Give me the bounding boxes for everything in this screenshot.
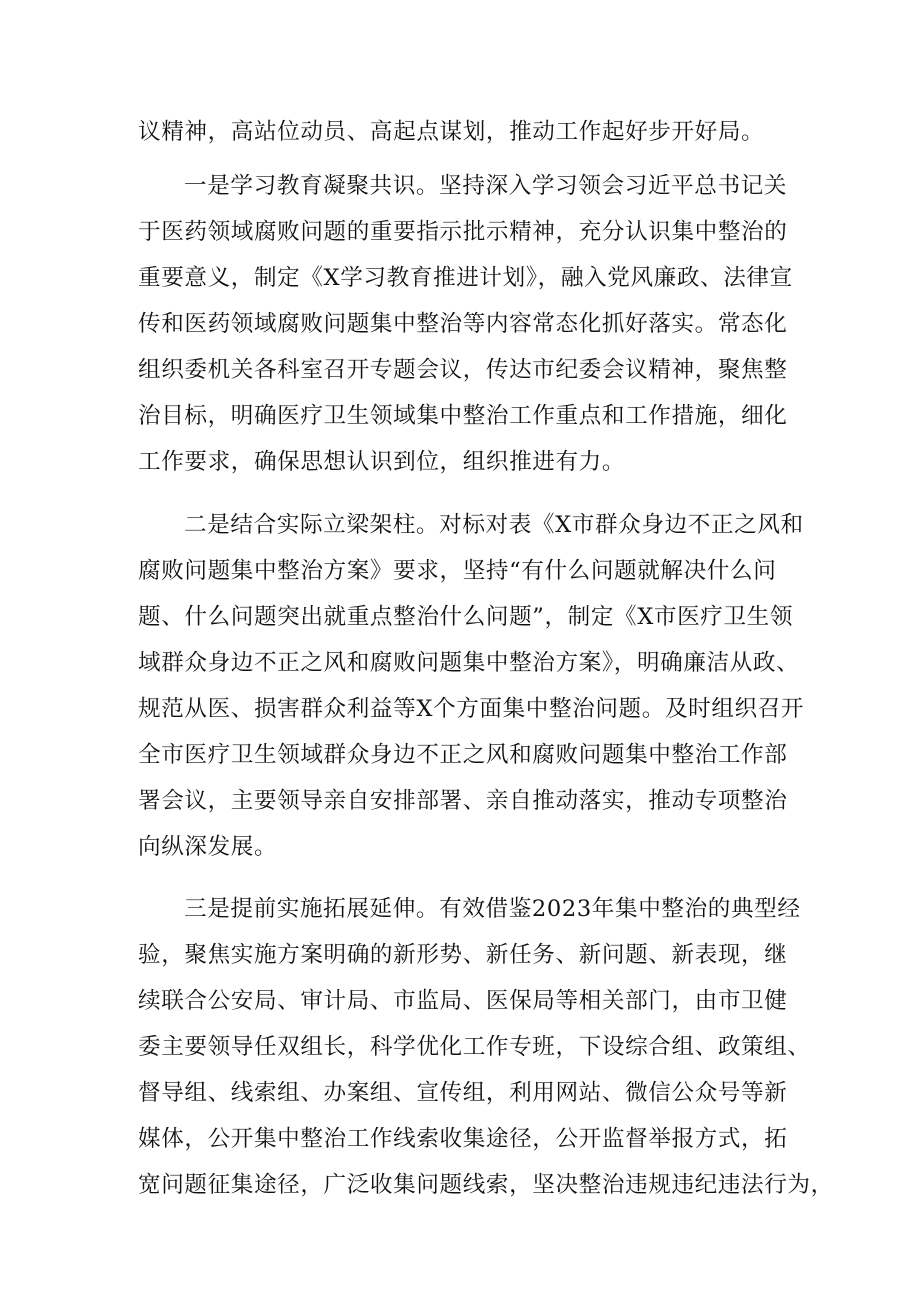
paragraph-1-line-4: 传和医药领域腐败问题集中整治等内容常态化抓好落实。常态化 bbox=[138, 311, 788, 337]
paragraph-3-line-3: 续联合公安局、审计局、市监局、医保局等相关部门，由市卫健 bbox=[138, 988, 788, 1014]
paragraph-1-line-5: 组织委机关各科室召开专题会议，传达市纪委会议精神，聚焦整 bbox=[138, 357, 788, 383]
paragraph-1-line-2: 于医药领域腐败问题的重要指示批示精神，充分认识集中整治的 bbox=[138, 219, 788, 245]
paragraph-3-line-4: 委主要领导任双组长，科学优化工作专班，下设综合组、政策组、 bbox=[138, 1034, 811, 1060]
paragraph-3-line-2: 验，聚焦实施方案明确的新形势、新任务、新问题、新表现，继 bbox=[138, 942, 788, 968]
paragraph-2-line-6: 全市医疗卫生领域群众身边不正之风和腐败问题集中整治工作部 bbox=[138, 742, 788, 768]
paragraph-1-line-6: 治目标，明确医疗卫生领域集中整治工作重点和工作措施，细化 bbox=[138, 403, 788, 429]
paragraph-1-line-3: 重要意义，制定《X学习教育推进计划》，融入党风廉政、法律宣 bbox=[138, 265, 793, 291]
paragraph-0-line-1: 议精神，高站位动员、高起点谋划，推动工作起好步开好局。 bbox=[138, 119, 765, 145]
paragraph-2-line-2: 腐败问题集中整治方案》要求，坚持“有什么问题就解决什么问 bbox=[138, 558, 777, 584]
paragraph-3-line-7: 宽问题征集途径，广泛收集问题线索，坚决整治违规违纪违法行为， bbox=[138, 1172, 834, 1198]
paragraph-2-line-5: 规范从医、损害群众利益等X个方面集中整治问题。及时组织召开 bbox=[138, 696, 805, 722]
paragraph-3-line-6: 媒体，公开集中整治工作线索收集途径，公开监督举报方式，拓 bbox=[138, 1126, 788, 1152]
paragraph-1-line-1: 一是学习教育凝聚共识。坚持深入学习领会习近平总书记关 bbox=[184, 173, 788, 199]
paragraph-2-line-3: 题、什么问题突出就重点整治什么问题”，制定《X市医疗卫生领 bbox=[138, 604, 794, 630]
paragraph-2-line-7: 署会议，主要领导亲自安排部署、亲自推动落实，推动专项整治 bbox=[138, 788, 788, 814]
paragraph-1-line-7: 工作要求，确保思想认识到位，组织推进有力。 bbox=[138, 449, 626, 475]
paragraph-2-line-8: 向纵深发展。 bbox=[138, 834, 278, 860]
paragraph-3-line-5: 督导组、线索组、办案组、宣传组，利用网站、微信公众号等新 bbox=[138, 1080, 788, 1106]
paragraph-3-line-1: 三是提前实施拓展延伸。有效借鉴2023年集中整治的典型经 bbox=[184, 896, 801, 922]
paragraph-2-line-1: 二是结合实际立梁架柱。对标对表《X市群众身边不正之风和 bbox=[184, 512, 804, 538]
paragraph-2-line-4: 域群众身边不正之风和腐败问题集中整治方案》，明确廉洁从政、 bbox=[138, 650, 800, 676]
